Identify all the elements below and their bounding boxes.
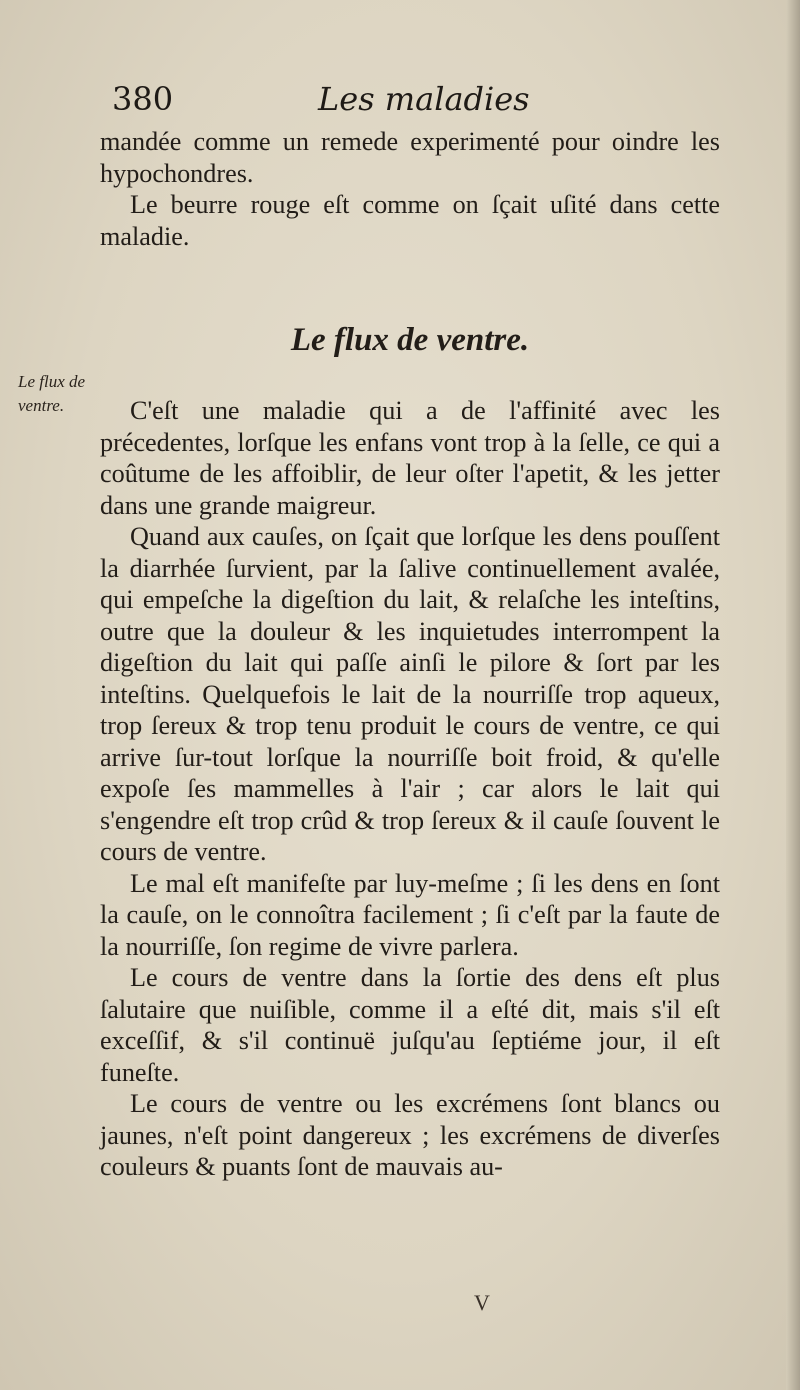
page-number: 380: [112, 80, 174, 118]
margin-note: Le flux de ventre.: [18, 372, 86, 415]
paragraph: Le cours de ventre dans la ſortie des dens eſt plus ſalutaire que nuiſible, comme il a eſté dit, mais s'il eſt exceſſif, & s'il continuë juſqu'au ſeptiéme jour, il eſt funeſte.: [100, 963, 720, 1087]
running-head: Les maladies: [318, 80, 530, 118]
page-edge: [786, 0, 800, 1390]
paragraph: Le mal eſt manifeſte par luy-meſme ; ſi les dens en ſont la cauſe, on le connoîtra facilement ; ſi c'eſt par la faute de la nourriſſe, ſon regime de vivre parlera.: [100, 868, 720, 961]
paragraph: C'eſt une maladie qui a de l'affinité avec les précedentes, lorſque les enfans vont trop à la ſelle, ce qui a coûtume de les affoiblir, de leur oſter l'apetit, & les jetter dans une grande maigreur.: [100, 396, 720, 520]
section-heading: Le flux de ventre.: [290, 322, 530, 358]
paragraph: Le beurre rouge eſt comme on ſçait uſité dans cette maladie.: [100, 190, 720, 251]
paragraph: Quand aux cauſes, on ſçait que lorſque les dens pouſſent la diarrhée ſurvient, par la ſalive continuellement avalée, qui empeſche la digeſtion du lait, & relaſche les inteſtins, outre que la douleur & les inquietudes interrompent la digeſtion du lait qui paſſe ainſi le pilore & ſort par les inteſtins. Quelquefois le lait de la nourriſſe trop aqueux, trop ſereux & trop tenu produit le cours de ventre, ce qui arrive ſur-tout lorſque la nourriſſe boit froid, & qu'elle expoſe ſes mammelles à l'air ; car alors le lait qui s'engendre eſt trop crûd & trop ſereux & il cauſe ſouvent le cours de ventre.: [100, 522, 720, 866]
paragraph: Le cours de ventre ou les excrémens ſont blancs ou jaunes, n'eſt point dangereux ; les excrémens de diverſes couleurs & puants ſont de mauvais au-: [100, 1089, 720, 1181]
page-header: [0, 80, 800, 130]
text-block: [100, 126, 720, 1183]
paragraph-continuation: mandée comme un remede experimenté pour oindre les hypochondres.: [100, 127, 720, 188]
signature-mark: V: [474, 1290, 490, 1315]
